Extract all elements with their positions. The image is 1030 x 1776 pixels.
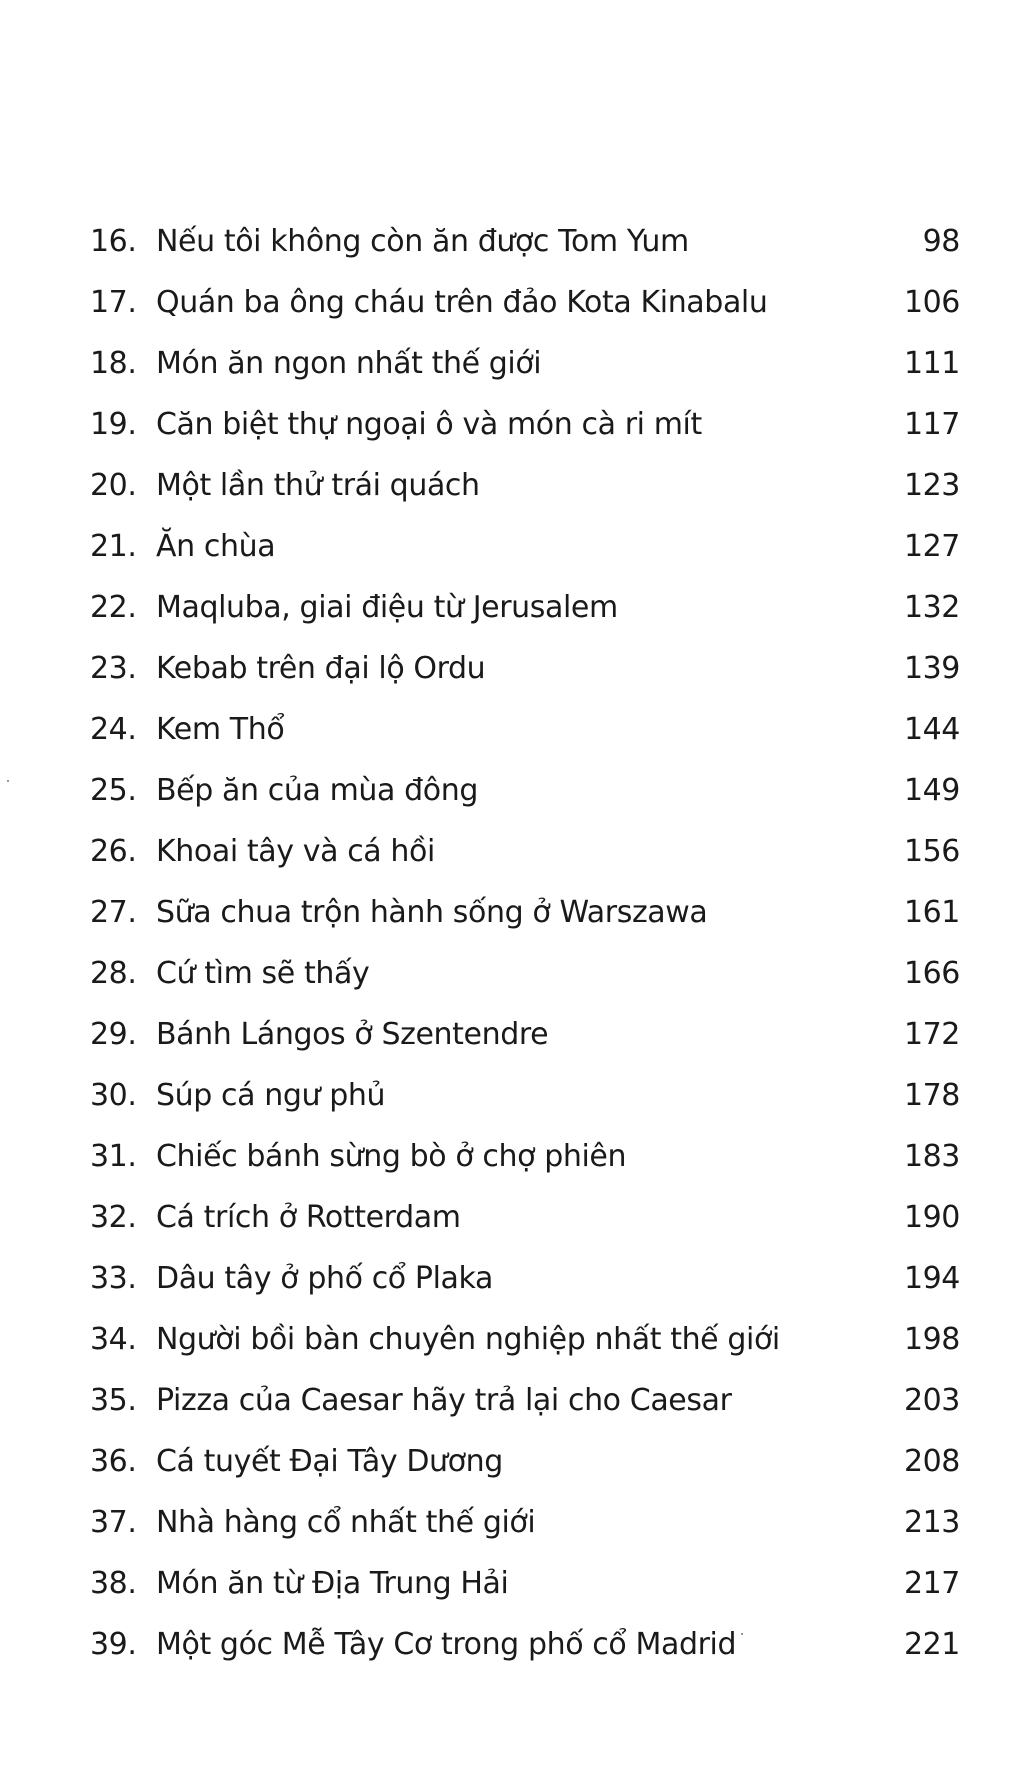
- entry-page-number: 161: [903, 895, 960, 930]
- entry-number: 28.: [90, 956, 137, 991]
- toc-entry: [90, 577, 960, 638]
- entry-title: Cá trích ở Rotterdam: [156, 1200, 461, 1235]
- entry-title: Maqluba, giai điệu từ Jerusalem: [156, 590, 618, 625]
- entry-title: Căn biệt thự ngoại ô và món cà ri mít: [156, 407, 702, 442]
- entry-title: Sữa chua trộn hành sống ở Warszawa: [156, 895, 708, 930]
- entry-title: Kem Thổ: [156, 712, 285, 747]
- entry-title: Kebab trên đại lộ Ordu: [156, 651, 486, 686]
- entry-page-number: 183: [903, 1139, 960, 1174]
- entry-page-number: 117: [903, 407, 960, 442]
- toc-entry: [90, 516, 960, 577]
- entry-title: Khoai tây và cá hồi: [156, 834, 435, 869]
- entry-page-number: 172: [903, 1017, 960, 1052]
- entry-number: 26.: [90, 834, 137, 869]
- entry-page-number: 111: [903, 346, 960, 381]
- entry-page-number: 217: [903, 1566, 960, 1601]
- entry-page-number: 178: [903, 1078, 960, 1113]
- entry-number: 24.: [90, 712, 137, 747]
- entry-page-number: 144: [903, 712, 960, 747]
- entry-number: 29.: [90, 1017, 137, 1052]
- entry-number: 25.: [90, 773, 137, 808]
- toc-entry: [90, 1553, 960, 1614]
- entry-number: 18.: [90, 346, 137, 381]
- entry-page-number: 221: [903, 1627, 960, 1662]
- entry-page-number: 106: [903, 285, 960, 320]
- toc-entry: [90, 1431, 960, 1492]
- toc-entry: [90, 1492, 960, 1553]
- entry-page-number: 190: [903, 1200, 960, 1235]
- entry-number: 33.: [90, 1261, 137, 1296]
- entry-number: 30.: [90, 1078, 137, 1113]
- entry-page-number: 123: [903, 468, 960, 503]
- entry-title: Cá tuyết Đại Tây Dương: [156, 1444, 503, 1479]
- entry-number: 21.: [90, 529, 137, 564]
- toc-entry: [90, 1370, 960, 1431]
- scan-speck: [741, 1633, 743, 1635]
- toc-entry: [90, 211, 960, 272]
- entry-page-number: 156: [903, 834, 960, 869]
- toc-entry: [90, 394, 960, 455]
- toc-entry: [90, 821, 960, 882]
- entry-title: Chiếc bánh sừng bò ở chợ phiên: [156, 1139, 627, 1174]
- toc-entry: [90, 638, 960, 699]
- entry-title: Dâu tây ở phố cổ Plaka: [156, 1261, 493, 1296]
- entry-number: 22.: [90, 590, 137, 625]
- entry-title: Nếu tôi không còn ăn được Tom Yum: [156, 224, 689, 259]
- entry-number: 34.: [90, 1322, 137, 1357]
- entry-title: Bếp ăn của mùa đông: [156, 773, 478, 808]
- toc-entry: [90, 1309, 960, 1370]
- entry-title: Một lần thử trái quách: [156, 468, 480, 503]
- toc-entry: [90, 1065, 960, 1126]
- entry-title: Quán ba ông cháu trên đảo Kota Kinabalu: [156, 285, 768, 320]
- entry-page-number: 139: [903, 651, 960, 686]
- scan-speck: [7, 780, 9, 782]
- entry-page-number: 132: [903, 590, 960, 625]
- entry-number: 17.: [90, 285, 137, 320]
- entry-title: Một góc Mễ Tây Cơ trong phố cổ Madrid: [156, 1627, 737, 1662]
- toc-entry: [90, 943, 960, 1004]
- toc-entry: [90, 333, 960, 394]
- toc-entry: [90, 272, 960, 333]
- entry-number: 20.: [90, 468, 137, 503]
- toc-entry: [90, 455, 960, 516]
- entry-page-number: 127: [903, 529, 960, 564]
- entry-page-number: 98: [922, 224, 960, 259]
- toc-entry: [90, 1187, 960, 1248]
- toc-entry: [90, 1614, 960, 1675]
- toc-entry: [90, 699, 960, 760]
- entry-page-number: 213: [903, 1505, 960, 1540]
- entry-page-number: 194: [903, 1261, 960, 1296]
- entry-number: 39.: [90, 1627, 137, 1662]
- entry-page-number: 203: [903, 1383, 960, 1418]
- toc-entry: [90, 882, 960, 943]
- entry-number: 36.: [90, 1444, 137, 1479]
- entry-number: 23.: [90, 651, 137, 686]
- entry-title: Bánh Lángos ở Szentendre: [156, 1017, 549, 1052]
- entry-number: 37.: [90, 1505, 137, 1540]
- table-of-contents: [90, 211, 960, 1675]
- entry-page-number: 198: [903, 1322, 960, 1357]
- entry-number: 35.: [90, 1383, 137, 1418]
- entry-page-number: 149: [903, 773, 960, 808]
- entry-number: 16.: [90, 224, 137, 259]
- entry-title: Súp cá ngư phủ: [156, 1078, 386, 1113]
- entry-number: 32.: [90, 1200, 137, 1235]
- entry-page-number: 208: [903, 1444, 960, 1479]
- toc-entry: [90, 1126, 960, 1187]
- entry-number: 27.: [90, 895, 137, 930]
- toc-entry: [90, 1004, 960, 1065]
- entry-title: Pizza của Caesar hãy trả lại cho Caesar: [156, 1383, 732, 1418]
- entry-number: 19.: [90, 407, 137, 442]
- entry-title: Nhà hàng cổ nhất thế giới: [156, 1505, 536, 1540]
- entry-title: Ăn chùa: [156, 529, 276, 564]
- entry-title: Món ăn từ Địa Trung Hải: [156, 1566, 509, 1601]
- entry-title: Cứ tìm sẽ thấy: [156, 956, 370, 991]
- entry-number: 38.: [90, 1566, 137, 1601]
- entry-title: Món ăn ngon nhất thế giới: [156, 346, 542, 381]
- entry-number: 31.: [90, 1139, 137, 1174]
- toc-entry: [90, 1248, 960, 1309]
- toc-entry: [90, 760, 960, 821]
- entry-title: Người bồi bàn chuyên nghiệp nhất thế giới: [156, 1322, 780, 1357]
- entry-page-number: 166: [903, 956, 960, 991]
